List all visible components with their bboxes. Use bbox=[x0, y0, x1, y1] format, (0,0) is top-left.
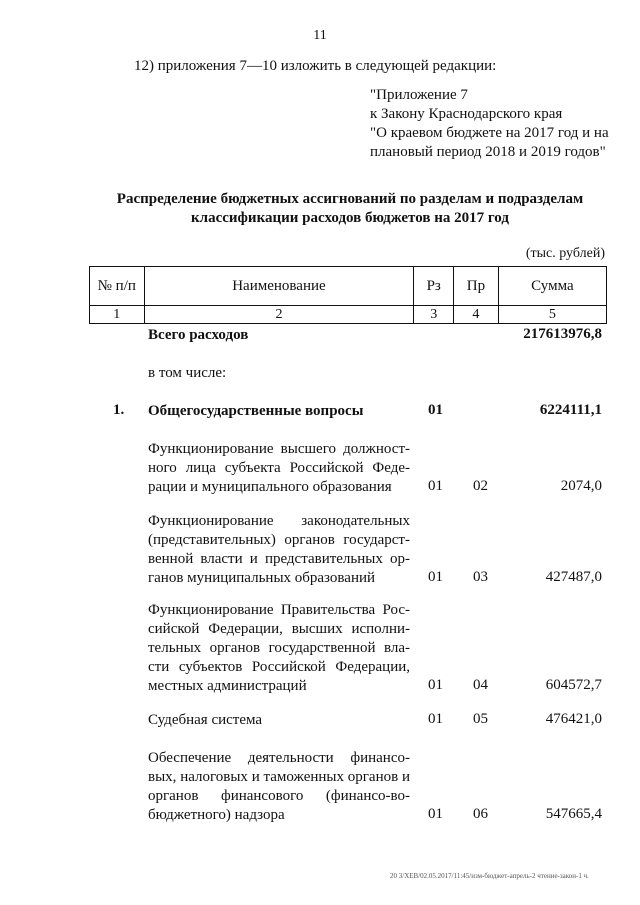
page-number: 11 bbox=[313, 28, 327, 43]
header-rz: Рз bbox=[414, 267, 454, 306]
row-rz: 01 bbox=[428, 677, 443, 693]
appendix-line: "О краевом бюджете на 2017 год и на bbox=[370, 125, 609, 141]
header-name: Наименование bbox=[144, 267, 414, 306]
footer-meta: 20 3/ХЕВ/02.05.2017/11:45/изм-бюджет-апрель-2 чтение-закон-1 ч. bbox=[390, 872, 589, 880]
header-index: 1 bbox=[90, 306, 145, 324]
row-sum: 547665,4 bbox=[545, 806, 602, 822]
document-title bbox=[90, 190, 610, 228]
section-rz: 01 bbox=[428, 402, 443, 418]
section-name: Общегосударственные вопросы bbox=[148, 403, 364, 419]
title-line: классификации расходов бюджетов на 2017 год bbox=[191, 210, 509, 226]
header-pr: Пр bbox=[454, 267, 499, 306]
row-name: Обеспечение деятельности финансо-вых, налоговых и таможенных органов и органов финансового (финансо-во-бюджетного) надзора bbox=[148, 750, 410, 823]
header-sum: Сумма bbox=[498, 267, 606, 306]
header-index: 2 bbox=[144, 306, 414, 324]
header-index: 5 bbox=[498, 306, 606, 324]
title-line: Распределение бюджетных ассигнований по разделам и подразделам bbox=[116, 191, 584, 207]
row-pr: 05 bbox=[473, 711, 488, 727]
total-label: Всего расходов bbox=[148, 327, 249, 343]
row-rz: 01 bbox=[428, 478, 443, 494]
total-sum: 217613976,8 bbox=[523, 326, 602, 342]
row-sum: 427487,0 bbox=[545, 569, 602, 585]
appendix-line: плановый период 2018 и 2019 годов" bbox=[370, 144, 606, 160]
row-pr: 06 bbox=[473, 806, 488, 822]
section-sum: 6224111,1 bbox=[539, 402, 602, 418]
appendix-line: "Приложение 7 bbox=[370, 87, 468, 103]
including-label: в том числе: bbox=[148, 365, 227, 381]
amendment-intro: 12) приложения 7—10 изложить в следующей редакции: bbox=[134, 58, 497, 74]
table-header bbox=[89, 266, 607, 324]
row-sum: 604572,7 bbox=[545, 677, 602, 693]
units-label: (тыс. рублей) bbox=[525, 246, 605, 261]
section-number: 1. bbox=[113, 402, 125, 418]
header-num: № п/п bbox=[90, 267, 145, 306]
row-sum: 476421,0 bbox=[545, 711, 602, 727]
row-name: Функционирование высшего должност-ного лица субъекта Российской Феде-рации и муниципального образования bbox=[148, 441, 410, 495]
row-name: Функционирование Правительства Рос-сийской Федерации, высших исполни-тельных органов государственной вла-сти субъектов Российской Федерации, местных администраций bbox=[148, 602, 410, 694]
row-rz: 01 bbox=[428, 569, 443, 585]
row-rz: 01 bbox=[428, 806, 443, 822]
appendix-line: к Закону Краснодарского края bbox=[370, 106, 563, 122]
row-name: Функционирование законодательных (представительных) органов государст-венной власти и представительных ор-ганов муниципальных образований bbox=[148, 513, 410, 586]
row-pr: 02 bbox=[473, 478, 488, 494]
row-rz: 01 bbox=[428, 711, 443, 727]
appendix-heading bbox=[370, 86, 609, 162]
row-pr: 04 bbox=[473, 677, 488, 693]
row-sum: 2074,0 bbox=[560, 478, 602, 494]
header-index: 3 bbox=[414, 306, 454, 324]
header-index: 4 bbox=[454, 306, 499, 324]
row-pr: 03 bbox=[473, 569, 488, 585]
row-name: Судебная система bbox=[148, 712, 263, 728]
